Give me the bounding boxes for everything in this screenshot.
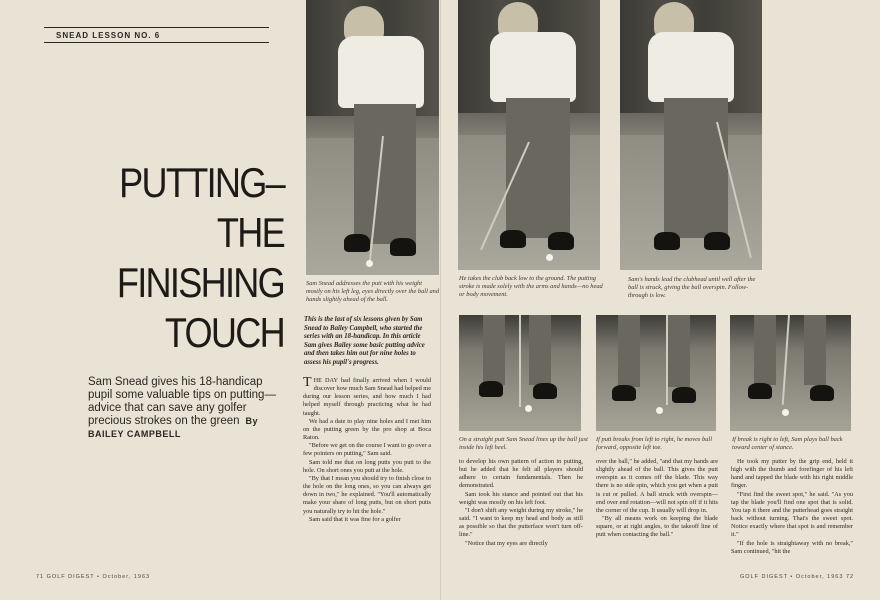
page-gutter: [440, 0, 441, 600]
title-line: FINISHING: [116, 259, 284, 306]
golfer-figure: [336, 6, 426, 266]
paragraph: "By that I mean you should try to finish close to the hole on the long ones, so you can always get down in two," he explained. "You'll automatically make your share of long putts, but on short putts you naturally try to hit the hole.": [303, 474, 431, 515]
folio-right: GOLF DIGEST • October, 1963 72: [740, 574, 855, 580]
paragraph: We had a date to play nine holes and I met him on the putting green by the pro shop at Boca Raton.: [303, 417, 431, 442]
paragraph: "Notice that my eyes are directly: [465, 539, 548, 547]
caption-photo-6: If break is right to left, Sam plays ball back toward center of stance.: [732, 436, 843, 451]
intro-paragraph: This is the last of six lessons given by Sam Snead to Bailey Campbell, who started the series with an 18-handicap. In this article Sam gives Bailey some basic putting advice and then takes him out for nine holes to assess his pupil's progress.: [304, 316, 425, 366]
paragraph: He took my putter by the grip end, held it high with the thumb and forefinger of his left hand and tapped the blade with his right middle finger.: [731, 458, 853, 490]
paragraph: Sam took his stance and pointed out that his weight was mostly on his left foot.: [459, 490, 583, 506]
folio-left: 71 GOLF DIGEST • October, 1963: [36, 574, 151, 580]
article-title: [60, 158, 284, 358]
photo-address: [306, 0, 439, 275]
article-deck: [88, 376, 288, 441]
paragraph: "Before we get on the course I want to go over a few pointers on putting," Sam said.: [303, 442, 431, 458]
text-column-4: [731, 458, 853, 556]
golfer-figure: [488, 2, 578, 262]
title-line: PUTTING–: [119, 159, 284, 206]
text-column-2: [459, 458, 583, 548]
paragraph: "By all means work on keeping the blade square, or at right angles, to the takeoff line of putt when contacting the ball.": [596, 515, 718, 539]
paragraph: "First find the sweet spot," he said. "As you tap the blade you'll find one spot that is solid. You tap it there and the putterhead goes straight back without turning. That's the sweet spot. Notice exactly where that spot is and remember it.": [731, 490, 853, 539]
paragraph: "If the hole is straightaway with no break," Sam continued, "hit the: [731, 539, 853, 555]
paragraph: to develop his own pattern of action in putting, but he added that he felt all players should adhere to certain fundamentals. Then he demonstrated.: [459, 458, 583, 490]
caption-photo-5: If putt breaks from left to right, he moves ball forward, opposite left toe.: [596, 436, 712, 451]
photo-straight-putt: [459, 315, 581, 431]
paragraph: HE DAY had finally arrived when I would discover how much Sam Snead had helped me during our lesson series, and how much I had helped myself through practicing what he had taught.: [303, 377, 431, 417]
photo-left-to-right-break: [596, 315, 716, 431]
caption-photo-2: He takes the club back low to the ground. The putting stroke is made solely with the arms and hands—no head or body movement.: [459, 275, 603, 298]
photo-follow-through: [620, 0, 762, 270]
lesson-label: SNEAD LESSON NO. 6: [44, 27, 269, 43]
paragraph: Sam told me that on long putts you putt to the hole. On short ones you putt at the hole.: [303, 458, 431, 474]
text-column-1: [303, 377, 431, 524]
paragraph: Sam said that it was fine for a golfer: [309, 515, 401, 523]
paragraph: over the ball," he added, "and that my hands are slightly ahead of the ball. This gives the putt overspin as it comes off the blade. This way there is no side spin, which you get when a putt is cut or pulled. A ball struck with overspin—end over end rotation—will not spin off if it hits the corner of the cup. It usually will drop in.: [596, 458, 718, 514]
paragraph: "I don't shift any weight during my stroke," he said. "I want to keep my head and body as still as possible so that the putterface won't turn off-line.": [459, 506, 583, 539]
golfer-figure: [646, 2, 738, 262]
text-column-3: [596, 458, 718, 540]
photo-backswing: [458, 0, 600, 270]
title-line: TOUCH: [164, 309, 284, 356]
title-line: THE: [216, 209, 284, 256]
photo-right-to-left-break: [730, 315, 851, 431]
caption-photo-3: Sam's hands lead the clubhead until well after the ball is struck, giving the ball overspin. Follow-through is low.: [628, 276, 756, 299]
caption-photo-1: Sam Snead addresses the putt with his weight mostly on his left leg, eyes directly over the ball and hands slightly ahead of the ball.: [306, 280, 440, 303]
caption-photo-4: On a straight putt Sam Snead lines up the ball just inside his left heel.: [459, 436, 588, 451]
byline: By BAILEY CAMPBELL: [88, 416, 259, 439]
deck-text: Sam Snead gives his 18-handicap pupil some valuable tips on putting—advice that can save any golfer precious strokes on the green: [88, 376, 276, 427]
drop-cap: T: [303, 375, 312, 390]
